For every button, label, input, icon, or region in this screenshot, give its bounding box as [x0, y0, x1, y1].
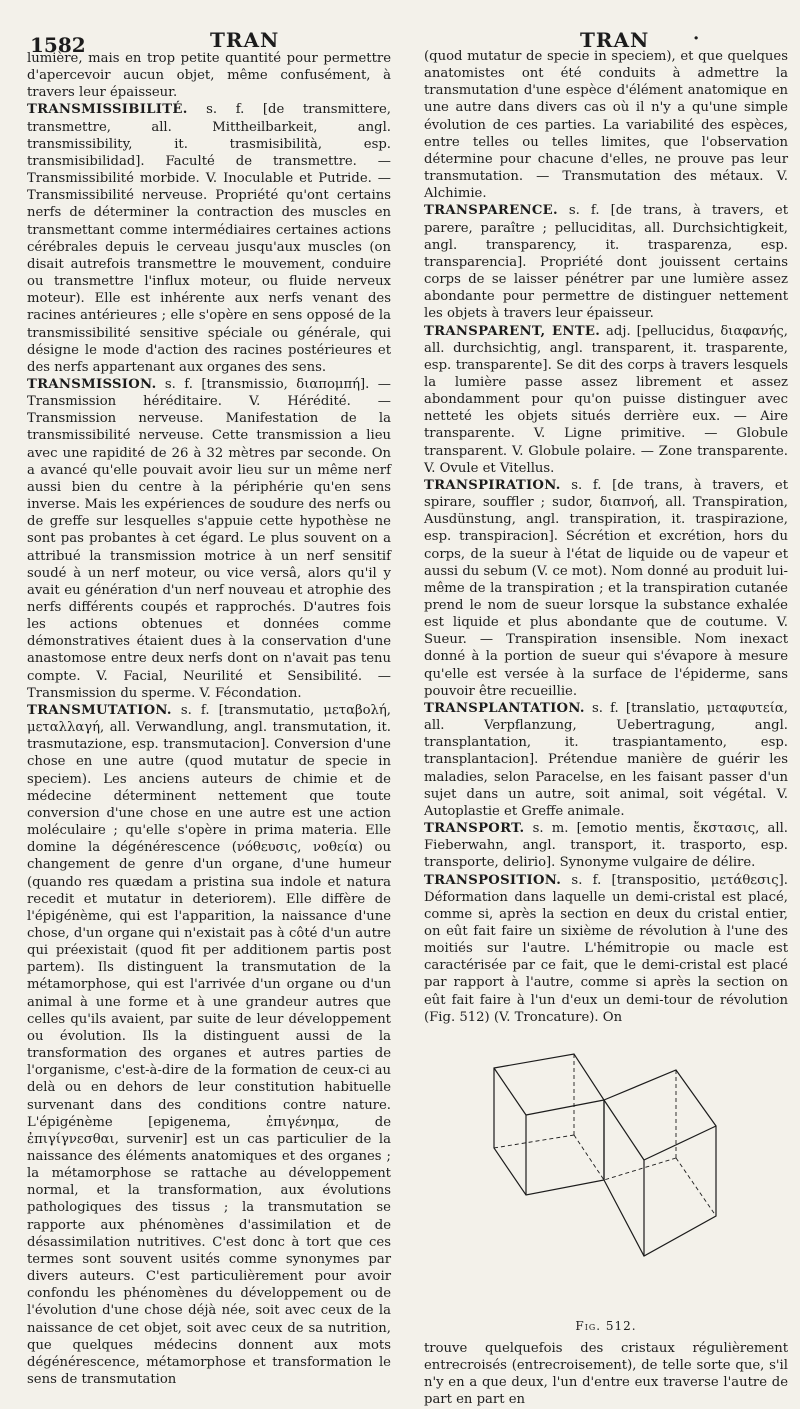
- entry-text: s. f. [transmissio, διαπομπή]. — Transmission héréditaire. V. Hérédité. — Transmission nerveuse. Manifestation de la transmissibilité nerveuse. Cette transmission a lieu avec une rapidité de 26 à 32 mètres par seconde. On a avancé qu'elle pouvait avoir lieu sur un même nerf aussi bien du centre à la périphérie qu'en sens inverse. Mais les expériences de soudure des nerfs ou de greffe sur lesquelles s'appuie cette hypothèse ne sont pas probantes à cet égard. Le plus souvent on a attribué la transmission motrice à un nerf sensitif soudé à un nerf moteur, ou vice versâ, alors qu'il y avait eu génération d'un nerf nouveau et atrophie des nerfs différents coupés et rapprochés. D'autres fois les actions obtenues et données comme démonstratives étaient dues à la conservation d'une anastomose entre deux nerfs dont on n'avait pas tenu compte. V. Facial, Neurilité et Sensibilité. — Transmission du sperme. V. Fécondation.: [27, 376, 391, 701]
- entry-text: s. f. [de transmittere, transmettre, all. Mittheilbarkeit, angl. transmissibility, it. trasmisibilità, esp. transmisibilidad]. Faculté de transmettre. — Transmissibilité morbide. V. Inoculable et Putride. — Transmissibilité nerveuse. Propriété qu'ont certains nerfs de déterminer la contraction des muscles en transmettant comme intermédiaires certaines actions cérébrales depuis le cerveau jusqu'aux muscles (on disait autrefois transmettre le mouvement, conduire ou transmettre l'influx moteur, ou fluide nerveux moteur). Elle est inhérente aux nerfs venant des racines antérieures ; elle s'opère en sens opposé de la transmissibilité sensitive spéciale ou générale, qui désigne le mode d'action des racines postérieures et des nerfs appartenant aux organes des sens.: [27, 102, 391, 375]
- running-head-left: TRAN: [210, 28, 280, 52]
- entry-transpiration: [424, 477, 788, 700]
- entry-transmutation: [27, 702, 391, 1388]
- continuation-paragraph: lumière, mais en trop petite quantité pour permettre d'apercevoir aucun objet, même confusément, à travers leur épaisseur.: [27, 51, 391, 101]
- entry-transparent: [424, 323, 788, 477]
- entry-text: s. f. [transmutatio, μεταβολή, μεταλλαγή, all. Verwandlung, angl. transmutation, it. trasmutazione, esp. transmutacion]. Conversion d'une chose en une autre (quod mutatur de specie in speciem). Les anciens auteurs de chimie et de médecine déterminent nettement que toute conversion d'une chose en une autre est une action moléculaire ; qu'elle s'opère in prima materia. Elle domine la dégénérescence (νόθευσις, νοθεία) ou changement de genre d'un organe, d'une humeur (quando res quædam a pristina sua indole et natura recedit et mutatur in deteriorem). Elle diffère de l'épigénème, qui est l'apparition, la naissance d'une chose, d'un organe qui n'existait pas à côté d'un autre qui préexistait (quod fit per additionem partis post partem). Ils distinguent la transmutation de la métamorphose, qui est l'arrivée d'un organe ou d'un animal à une forme et à une grandeur autres que celles qu'ils avaient, par suite de leur développement ou évolution. Ils la distinguent aussi de la transformation des organes et autres parties de l'organisme, c'est-à-dire de la formation de ceux-ci au delà ou en dehors de leur constitution habituelle survenant dans des conditions contre nature. L'épigénème [epigenema, ἐπιγένημα, de ἐπιγίγνεσθαι, survenir] est un cas particulier de la naissance des éléments anatomiques et des organes ; la métamorphose se rattache au développement normal, et la transformation, aux évolutions pathologiques des tissus ; la transmutation se rapporte aux phénomènes d'assimilation et de désassimilation nutritives. C'est donc à tort que ces termes sont souvent usités comme synonymes par divers auteurs. C'est particulièrement pour avoir confondu les phénomènes du développement ou de l'évolution d'une chose déjà née, soit avec ceux de la naissance de cet objet, soit avec ceux de sa nutrition, que quelques médecins donnent aux mots dégénérescence, métamorphose et transformation le sens de transmutation: [27, 702, 391, 1388]
- entry-term: TRANSPARENCE.: [424, 203, 558, 219]
- running-head-mark: ·: [693, 28, 700, 49]
- entry-transmissibilite: [27, 101, 391, 376]
- entry-transplantation: [424, 700, 788, 820]
- entry-text: s. m. [emotio mentis, ἔκστασις, all. Fieberwahn, angl. transport, it. trasporto, esp. transporte, delirio]. Synonyme vulgaire de délire.: [424, 821, 788, 871]
- figure-caption: Fig. 512.: [575, 1318, 637, 1333]
- entry-transposition: [424, 872, 788, 1026]
- entry-term: TRANSMUTATION.: [27, 702, 172, 718]
- figure-512: [424, 1030, 788, 1340]
- page-number: 1582: [30, 33, 86, 57]
- continuation-paragraph: (quod mutatur de specie in speciem), et que quelques anatomistes ont été conduits à admettre la transmutation d'une espèce d'élément anatomique en une autre dans divers cas où il n'y a qu'une simple évolution de ces parties. La variabilité des espèces, entre telles ou telles limites, que l'observation détermine pour chacune d'elles, ne prouve pas leur transmutation. — Transmutation des métaux. V. Alchimie.: [424, 49, 788, 202]
- entry-term: TRANSPIRATION.: [424, 477, 561, 493]
- entry-transport: [424, 820, 788, 871]
- crystal-illustration: [454, 1030, 754, 1310]
- entry-transparence: [424, 202, 788, 322]
- entry-transmission: [27, 376, 391, 702]
- entry-term: TRANSPORT.: [424, 821, 525, 837]
- entry-term: TRANSPLANTATION.: [424, 700, 585, 716]
- continuation-paragraph: trouve quelquefois des cristaux régulièrement entrecroisés (entrecroisement), de telle sorte que, s'il n'y en a que deux, l'un d'entre eux traverse l'autre de part en part en: [424, 1340, 788, 1408]
- left-column: [27, 50, 391, 1388]
- right-column: [424, 48, 788, 1409]
- entry-text: s. f. [de trans, à travers, et spirare, souffler ; sudor, διαπνοή, all. Transpiration, Ausdünstung, angl. transpiration, it. traspirazione, esp. transpiracion]. Sécrétion et excrétion, hors du corps, de la sueur à l'état de liquide ou de vapeur et aussi du sebum (V. ce mot). Nom donné au produit lui-même de la transpiration ; et la transpiration cutanée prend le nom de sueur lorsque la substance exhalée est liquide et plus abondante que de coutume. V. Sueur. — Transpiration insensible. Nom inexact donné à la portion de sueur qui s'évapore à mesure qu'elle est versée à la surface de l'épiderme, sans pouvoir être recueillie.: [424, 477, 788, 699]
- entry-term: TRANSPARENT, ENTE.: [424, 323, 601, 339]
- entry-text: adj. [pellucidus, διαφανής, all. durchsichtig, angl. transparent, it. trasparente, esp. transparente]. Se dit des corps à travers lesquels la lumière passe assez librement et assez abondamment pour qu'on puisse distinguer avec netteté les objets situés derrière eux. — Aire transparente. V. Ligne primitive. — Globule transparent. V. Globule polaire. — Zone transparente. V. Ovule et Vitellus.: [424, 323, 788, 476]
- running-head-right: TRAN: [580, 28, 650, 52]
- entry-text: s. f. [transpositio, μετάθεσις]. Déformation dans laquelle un demi-cristal est placé, comme si, après la section en deux du cristal entier, on eût fait faire un sixième de révolution à l'une des moitiés sur l'autre. L'hémitropie ou macle est caractérisée par ce fait, que le demi-cristal est placé par rapport à l'autre, comme si après la section on eût fait faire à l'un d'eux un demi-tour de révolution (Fig. 512) (V. Troncature). On: [424, 872, 788, 1025]
- entry-term: TRANSPOSITION.: [424, 872, 562, 888]
- entry-text: s. f. [translatio, μεταφυτεία, all. Verpflanzung, Uebertragung, angl. transplantation, it. traspiantamento, esp. transplantacion]. Prétendue manière de guérir les maladies, selon Paracelse, en les faisant passer d'un sujet dans un autre, soit animal, soit végétal. V. Autoplastie et Greffe animale.: [424, 700, 788, 819]
- entry-term: TRANSMISSIBILITÉ.: [27, 102, 188, 118]
- entry-term: TRANSMISSION.: [27, 376, 157, 392]
- entry-text: s. f. [de trans, à travers, et parere, paraître ; pelluciditas, all. Durchsichtigkeit, angl. transparency, it. trasparenza, esp. transparencia]. Propriété dont jouissent certains corps de se laisser pénétrer par une lumière assez abondante pour permettre de distinguer nettement les objets à travers leur épaisseur.: [424, 203, 788, 322]
